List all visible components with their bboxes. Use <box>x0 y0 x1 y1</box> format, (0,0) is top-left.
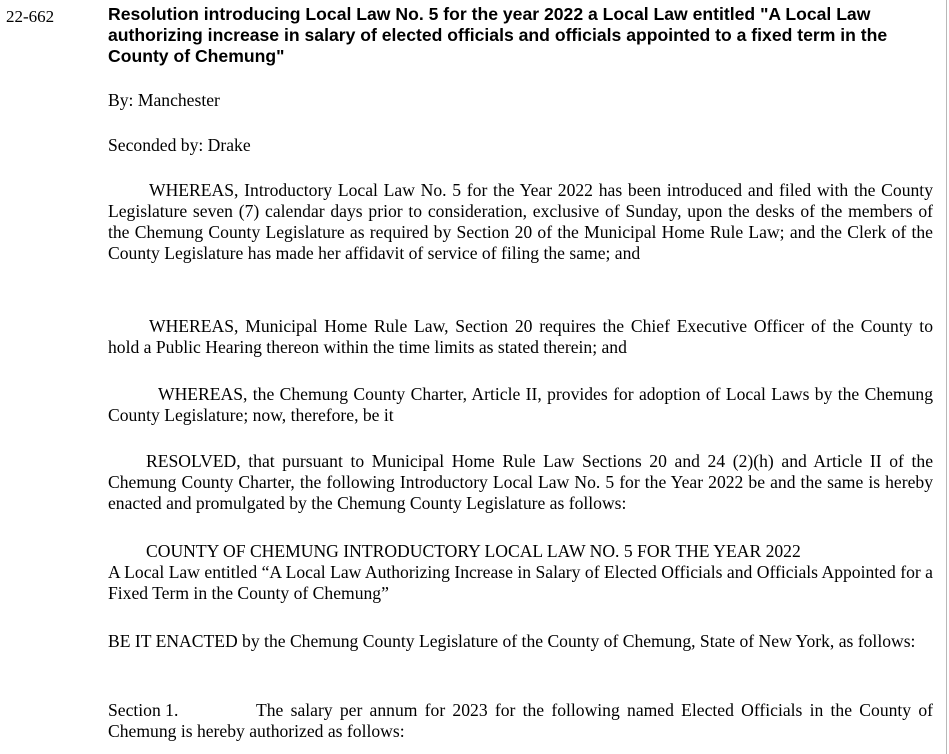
seconded-line: Seconded by: Drake <box>108 135 251 155</box>
enacted-paragraph: BE IT ENACTED by the Chemung County Legislature of the County of Chemung, State of New York, as follows: <box>108 631 916 651</box>
whereas-paragraph-2: WHEREAS, Municipal Home Rule Law, Section 20 requires the Chief Executive Officer of the County to hold a Public Hearing thereon within the time limits as stated therein; and <box>108 316 933 357</box>
local-law-block <box>108 541 933 604</box>
resolved-paragraph: RESOLVED, that pursuant to Municipal Home Rule Law Sections 20 and 24 (2)(h) and Article II of the Chemung County Charter, the following Introductory Local Law No. 5 for the Year 2022 be and the same is hereby enacted and promulgated by the Chemung County Legislature as follows: <box>108 451 933 513</box>
section-1-paragraph <box>108 700 933 742</box>
whereas-paragraph-1: WHEREAS, Introductory Local Law No. 5 for the Year 2022 has been introduced and filed with the County Legislature seven (7) calendar days prior to consideration, exclusive of Sunday, upon the desks of the members of the Chemung County Legislature as required by Section 20 of the Municipal Home Rule Law; and the Clerk of the County Legislature has made her affidavit of service of filing the same; and <box>108 180 933 263</box>
local-law-heading: COUNTY OF CHEMUNG INTRODUCTORY LOCAL LAW NO. 5 FOR THE YEAR 2022 <box>146 541 801 561</box>
resolution-title: Resolution introducing Local Law No. 5 for the year 2022 a Local Law entitled "A Local Law authorizing increase in salary of elected officials and officials appointed to a fixed term in the County of Chemung" <box>108 4 888 66</box>
local-law-entitled: A Local Law entitled “A Local Law Authorizing Increase in Salary of Elected Officials and Officials Appointed for a Fixed Term in the County of Chemung” <box>108 562 933 603</box>
section-1-label: Section 1. <box>108 700 179 720</box>
section-1-text: The salary per annum for 2023 for the following named Elected Officials in the County of Chemung is hereby authorized as follows: <box>108 700 933 741</box>
resolution-number: 22-662 <box>6 7 55 26</box>
whereas-paragraph-3: WHEREAS, the Chemung County Charter, Article II, provides for adoption of Local Laws by the Chemung County Legislature; now, therefore, be it <box>108 384 933 425</box>
sponsor-line: By: Manchester <box>108 90 220 110</box>
